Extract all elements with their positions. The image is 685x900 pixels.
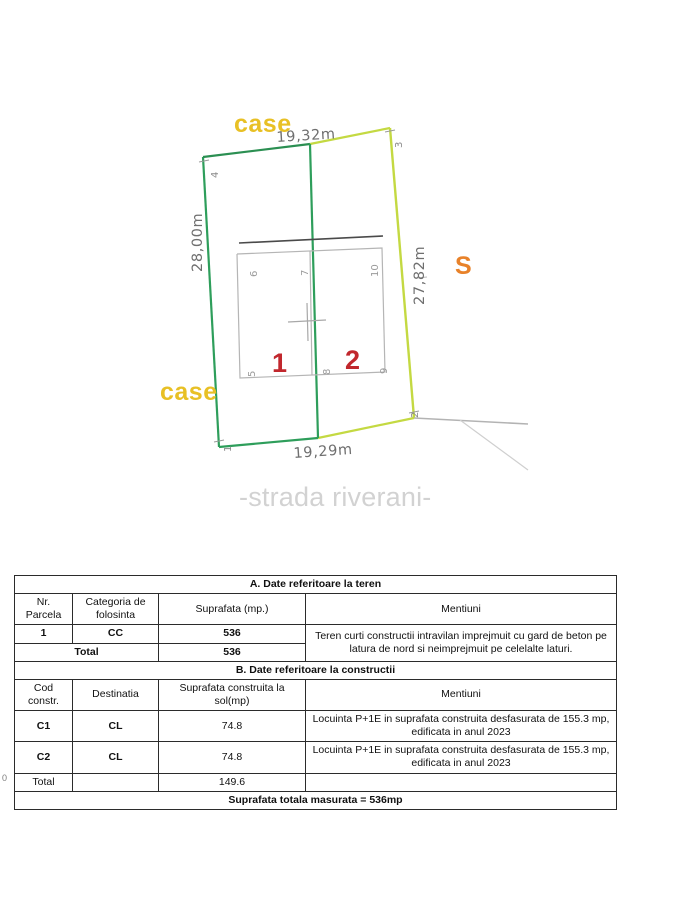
parcel-edge-south-east <box>318 418 414 438</box>
table-row <box>15 711 617 742</box>
cell-total-destinatia-constructii <box>73 773 159 791</box>
parcel-edge-south-west <box>219 438 318 447</box>
label-street-name: -strada riverani- <box>239 482 432 512</box>
cell-total-label-teren: Total <box>15 643 159 661</box>
cell-total-value-constructii: 149.6 <box>159 773 306 791</box>
header-nr-parcela <box>15 594 73 625</box>
table-row-section-a-headers <box>15 594 617 625</box>
parcel-point-4: 4 <box>210 171 221 178</box>
cell-suprafata-c1: 74.8 <box>159 711 306 742</box>
parcel-body-number-2: 2 <box>345 345 361 375</box>
cell-total-label-constructii: Total <box>15 773 73 791</box>
parcel-point-1: 1 <box>223 445 234 452</box>
parcel-point-2: 2 <box>410 411 421 418</box>
neighbor-boundary-secondary <box>460 420 528 470</box>
neighbor-boundary-stub <box>414 418 528 424</box>
dimension-east: 27,82m <box>412 245 428 305</box>
building-point-8: 8 <box>322 368 333 375</box>
cell-mentiuni-c2: Locuinta P+1E in suprafata construita desfasurata de 155.3 mp, edificata in anul 2023 <box>306 742 617 773</box>
parcel-body-number-1: 1 <box>272 348 288 378</box>
parcel-edge-west <box>203 157 219 447</box>
cell-mentiuni-teren: Teren curti constructii intravilan imprejmuit cu gard de beton pe latura de nord si neimprejmuit pe celelalte laturi. <box>306 625 617 661</box>
building-point-10: 10 <box>370 264 381 277</box>
cadastral-data-tables <box>14 575 616 810</box>
label-neighbor-s: S <box>455 252 472 280</box>
parcel-point-3: 3 <box>394 141 405 148</box>
dimension-north: 19,32m <box>276 126 337 146</box>
north-concrete-fence-line <box>239 236 383 243</box>
header-categoria-line2: folosinta <box>95 609 136 622</box>
header-cod-line2: constr. <box>28 694 59 707</box>
header-mentiuni-constructii: Mentiuni <box>306 679 617 710</box>
grand-total-label: Suprafata totala masurata = 536mp <box>15 791 617 809</box>
header-destinatia: Destinatia <box>73 679 159 710</box>
table-row <box>15 742 617 773</box>
parcel-edge-east <box>390 128 414 418</box>
cell-total-mentiuni-constructii <box>306 773 617 791</box>
label-case-south: case <box>160 378 218 406</box>
table-row-section-a-title <box>15 576 617 594</box>
header-mentiuni-teren: Mentiuni <box>306 594 617 625</box>
header-categoria-line1: Categoria de <box>85 596 146 609</box>
cell-destinatia-c2: CL <box>73 742 159 773</box>
header-cod-constr <box>15 679 73 710</box>
cell-nr-parcela-1: 1 <box>15 625 73 643</box>
dimension-south: 19,29m <box>293 441 354 462</box>
building-point-5: 5 <box>247 370 258 377</box>
margin-mark: 0 <box>2 773 8 783</box>
header-suprafata-line1: Suprafata construita la <box>179 681 285 694</box>
cadastral-table <box>14 575 617 810</box>
header-suprafata-construita <box>159 679 306 710</box>
parcel-edge-north-east <box>310 128 390 144</box>
section-a-title: A. Date referitoare la teren <box>15 576 617 594</box>
cell-cod-c2: C2 <box>15 742 73 773</box>
header-nr-parcela-line2: Parcela <box>25 609 62 622</box>
cell-suprafata-1: 536 <box>159 625 306 643</box>
cell-total-value-teren: 536 <box>159 643 306 661</box>
building-internal-wall <box>310 251 312 375</box>
table-row-total-constructii <box>15 773 617 791</box>
header-categoria-folosinta <box>73 594 159 625</box>
table-row-section-b-headers <box>15 679 617 710</box>
cell-mentiuni-c1: Locuinta P+1E in suprafata construita desfasurata de 155.3 mp, edificata in anul 2023 <box>306 711 617 742</box>
section-b-title: B. Date referitoare la constructii <box>15 661 617 679</box>
building-point-9: 9 <box>379 367 390 374</box>
table-row-grand-total <box>15 791 617 809</box>
building-point-7: 7 <box>300 269 311 276</box>
survey-cross-vertical <box>307 303 308 341</box>
cell-suprafata-c2: 74.8 <box>159 742 306 773</box>
label-case-north: case <box>234 110 292 138</box>
header-nr-parcela-line1: Nr. <box>36 596 51 609</box>
dimension-west: 28,00m <box>190 212 206 272</box>
dim-tick-east-mid <box>417 277 427 278</box>
table-row-section-b-title <box>15 661 617 679</box>
header-suprafata-teren: Suprafata (mp.) <box>159 594 306 625</box>
parcel-edge-north-west <box>203 144 310 157</box>
table-row <box>15 625 617 643</box>
cell-cod-c1: C1 <box>15 711 73 742</box>
building-point-6: 6 <box>249 270 260 277</box>
header-suprafata-line2: sol(mp) <box>214 694 250 707</box>
cell-destinatia-c1: CL <box>73 711 159 742</box>
header-cod-line1: Cod <box>33 681 54 694</box>
cell-categoria-1: CC <box>73 625 159 643</box>
